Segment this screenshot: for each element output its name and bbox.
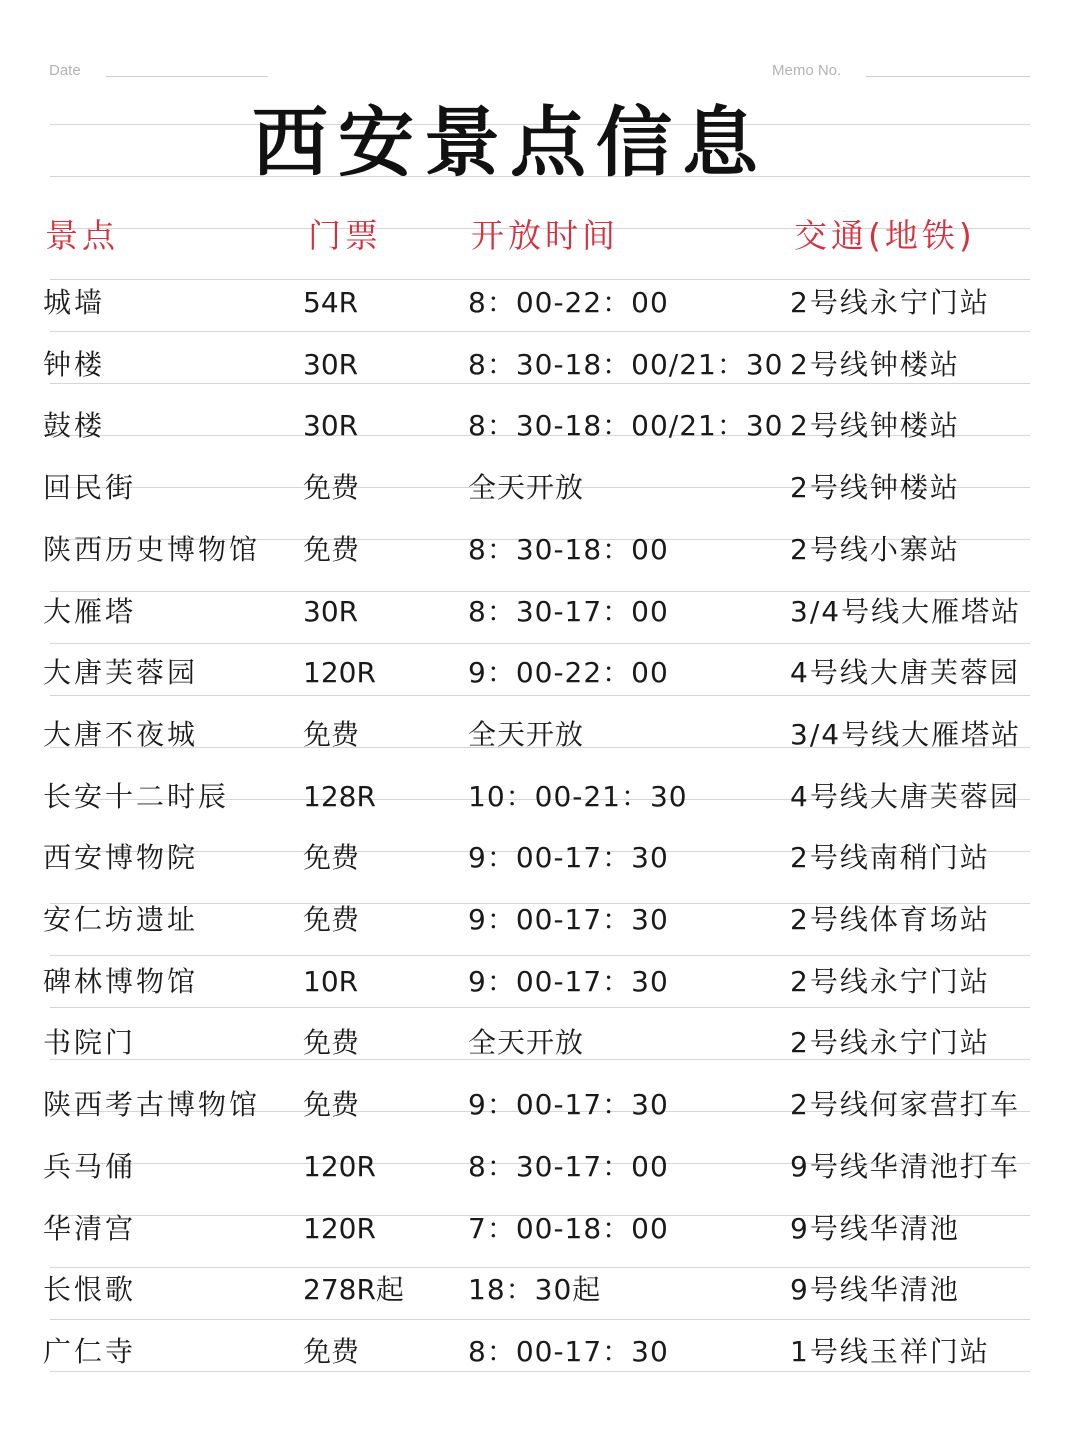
cell-hours: 8：30-18：00 bbox=[468, 532, 669, 566]
cell-hours: 8：00-17：30 bbox=[468, 1334, 669, 1368]
cell-attraction: 陕西历史博物馆 bbox=[43, 532, 261, 566]
cell-ticket: 免费 bbox=[303, 532, 360, 566]
cell-attraction: 广仁寺 bbox=[43, 1334, 137, 1368]
table-row bbox=[0, 334, 1080, 396]
cell-ticket: 120R bbox=[303, 1211, 376, 1245]
cell-hours: 7：00-18：00 bbox=[468, 1211, 669, 1245]
cell-transit: 2号线永宁门站 bbox=[790, 286, 990, 319]
cell-transit: 4号线大唐芙蓉园 bbox=[790, 779, 1020, 813]
cell-ticket: 免费 bbox=[303, 1334, 360, 1368]
cell-ticket: 120R bbox=[303, 656, 376, 690]
table-row bbox=[0, 272, 1080, 334]
cell-ticket: 免费 bbox=[303, 1088, 360, 1122]
cell-transit: 4号线大唐芙蓉园 bbox=[790, 656, 1020, 690]
cell-attraction: 大唐芙蓉园 bbox=[43, 656, 199, 690]
cell-transit: 2号线钟楼站 bbox=[790, 409, 960, 443]
cell-attraction: 华清宫 bbox=[43, 1211, 137, 1245]
cell-transit: 2号线永宁门站 bbox=[790, 964, 990, 998]
cell-attraction: 西安博物院 bbox=[43, 841, 199, 875]
cell-transit: 2号线永宁门站 bbox=[790, 1026, 990, 1060]
cell-ticket: 免费 bbox=[303, 841, 360, 875]
cell-ticket: 10R bbox=[303, 964, 359, 998]
table-row bbox=[0, 395, 1080, 457]
cell-attraction: 长安十二时辰 bbox=[43, 779, 230, 813]
table-row bbox=[0, 704, 1080, 766]
cell-transit: 9号线华清池 bbox=[790, 1211, 960, 1245]
cell-transit: 3/4号线大雁塔站 bbox=[790, 594, 1022, 628]
cell-attraction: 碑林博物馆 bbox=[43, 964, 199, 998]
cell-transit: 2号线钟楼站 bbox=[790, 347, 960, 381]
cell-ticket: 免费 bbox=[303, 903, 360, 936]
cell-hours: 18：30起 bbox=[468, 1273, 602, 1307]
cell-transit: 2号线南稍门站 bbox=[790, 841, 990, 875]
cell-ticket: 54R bbox=[303, 286, 359, 319]
cell-attraction: 大唐不夜城 bbox=[43, 717, 199, 751]
table-row bbox=[0, 519, 1080, 581]
table-row bbox=[0, 1012, 1080, 1074]
table-row bbox=[0, 827, 1080, 889]
table-row bbox=[0, 1259, 1080, 1321]
cell-ticket: 128R bbox=[303, 779, 376, 813]
table-row bbox=[0, 1074, 1080, 1136]
cell-attraction: 长恨歌 bbox=[43, 1273, 137, 1307]
cell-transit: 1号线玉祥门站 bbox=[790, 1334, 990, 1368]
header-ticket: 门票 bbox=[308, 216, 382, 255]
cell-hours: 8：30-17：00 bbox=[468, 594, 669, 628]
cell-transit: 3/4号线大雁塔站 bbox=[790, 717, 1022, 751]
table-row bbox=[0, 1198, 1080, 1260]
cell-hours: 9：00-22：00 bbox=[468, 656, 669, 690]
cell-hours: 9：00-17：30 bbox=[468, 1088, 669, 1122]
table-row bbox=[0, 581, 1080, 643]
cell-ticket: 278R起 bbox=[303, 1273, 404, 1307]
memo-no-label: Memo No. bbox=[772, 62, 842, 79]
cell-transit: 2号线小寨站 bbox=[790, 532, 960, 566]
table-row bbox=[0, 642, 1080, 704]
cell-ticket: 免费 bbox=[303, 1026, 360, 1060]
date-line bbox=[106, 76, 268, 77]
cell-ticket: 免费 bbox=[303, 717, 360, 751]
header-attraction: 景点 bbox=[45, 216, 119, 255]
table-row bbox=[0, 457, 1080, 519]
cell-ticket: 120R bbox=[303, 1149, 376, 1183]
cell-transit: 9号线华清池打车 bbox=[790, 1149, 1020, 1183]
page-title: 西安景点信息 bbox=[252, 98, 768, 187]
cell-hours: 8：00-22：00 bbox=[468, 286, 669, 319]
cell-hours: 9：00-17：30 bbox=[468, 903, 669, 936]
table-row bbox=[0, 1321, 1080, 1383]
table-row bbox=[0, 951, 1080, 1013]
header-transit: 交通(地铁) bbox=[794, 216, 976, 255]
cell-hours: 8：30-17：00 bbox=[468, 1149, 669, 1183]
header-hours: 开放时间 bbox=[471, 216, 619, 255]
date-label: Date bbox=[49, 62, 81, 79]
cell-ticket: 30R bbox=[303, 347, 359, 381]
cell-attraction: 陕西考古博物馆 bbox=[43, 1088, 261, 1122]
cell-attraction: 书院门 bbox=[43, 1026, 137, 1060]
cell-attraction: 大雁塔 bbox=[43, 594, 137, 628]
memo-no-line bbox=[866, 76, 1030, 77]
cell-hours: 10：00-21：30 bbox=[468, 779, 688, 813]
cell-hours: 8：30-18：00/21：30 bbox=[468, 409, 784, 443]
cell-hours: 全天开放 bbox=[468, 717, 585, 751]
cell-hours: 全天开放 bbox=[468, 1026, 585, 1060]
cell-attraction: 钟楼 bbox=[43, 347, 106, 381]
cell-attraction: 鼓楼 bbox=[43, 409, 106, 443]
cell-attraction: 兵马俑 bbox=[43, 1149, 137, 1183]
table-row bbox=[0, 1136, 1080, 1198]
cell-attraction: 安仁坊遗址 bbox=[43, 903, 199, 936]
cell-hours: 9：00-17：30 bbox=[468, 964, 669, 998]
cell-ticket: 30R bbox=[303, 594, 359, 628]
cell-hours: 9：00-17：30 bbox=[468, 841, 669, 875]
cell-transit: 9号线华清池 bbox=[790, 1273, 960, 1307]
cell-ticket: 30R bbox=[303, 409, 359, 443]
cell-hours: 全天开放 bbox=[468, 471, 585, 505]
table-row bbox=[0, 889, 1080, 951]
table-row bbox=[0, 766, 1080, 828]
cell-attraction: 城墙 bbox=[43, 286, 106, 319]
cell-transit: 2号线体育场站 bbox=[790, 903, 990, 936]
cell-transit: 2号线钟楼站 bbox=[790, 471, 960, 505]
cell-transit: 2号线何家营打车 bbox=[790, 1088, 1020, 1122]
cell-ticket: 免费 bbox=[303, 471, 360, 505]
cell-hours: 8：30-18：00/21：30 bbox=[468, 347, 784, 381]
cell-attraction: 回民街 bbox=[43, 471, 137, 505]
